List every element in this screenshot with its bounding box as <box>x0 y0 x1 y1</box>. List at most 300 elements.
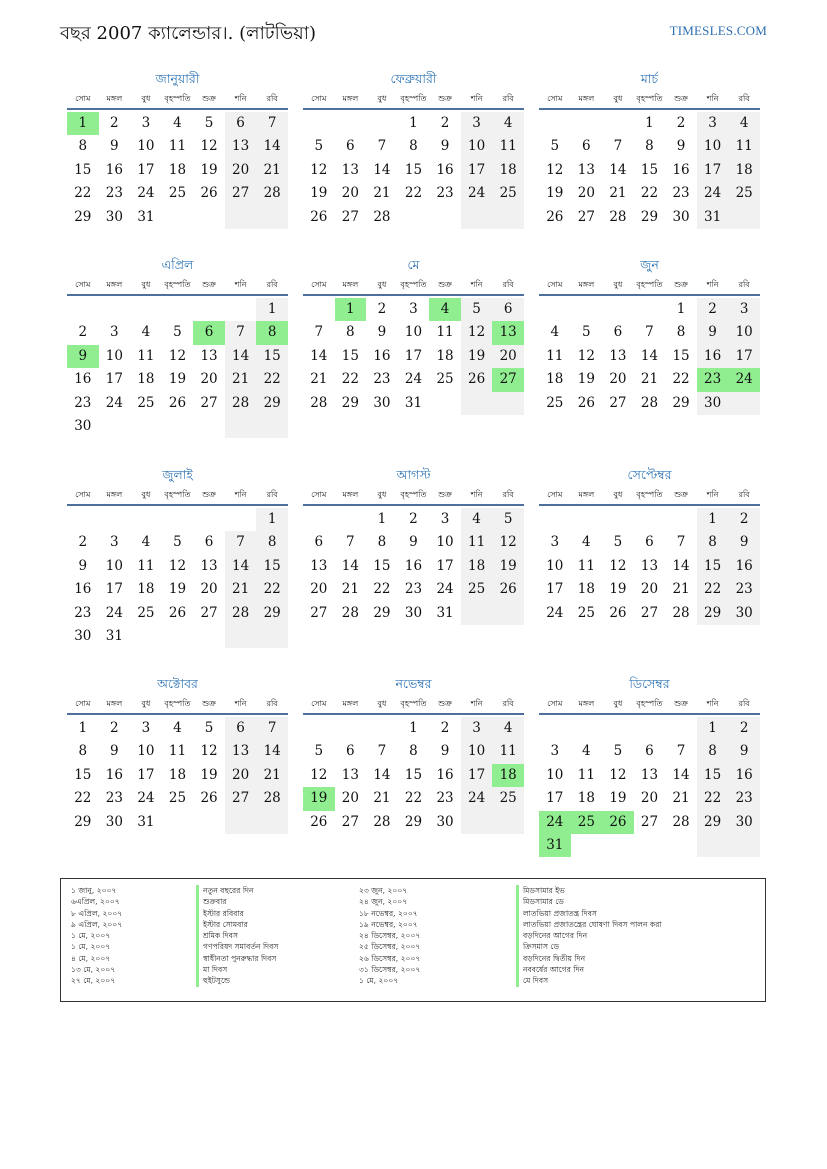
day-cell[interactable]: 19 <box>492 555 524 578</box>
day-cell[interactable]: 16 <box>74 581 92 598</box>
day-cell[interactable]: 20 <box>640 581 659 598</box>
day-cell[interactable]: 25 <box>546 394 564 411</box>
day-cell[interactable]: 18 <box>168 766 187 783</box>
day-cell[interactable]: 3 <box>697 112 729 135</box>
day-cell[interactable]: 8 <box>409 743 418 760</box>
day-cell[interactable]: 27 <box>225 182 257 205</box>
day-cell[interactable]: 25 <box>461 578 493 601</box>
day-cell[interactable]: 14 <box>640 347 659 364</box>
day-cell[interactable]: 3 <box>110 324 119 341</box>
day-cell[interactable]: 17 <box>546 581 564 598</box>
day-cell[interactable]: 13 <box>640 557 659 574</box>
day-cell[interactable]: 18 <box>168 161 187 178</box>
day-cell[interactable]: 8 <box>697 740 729 763</box>
day-cell[interactable]: 7 <box>225 531 257 554</box>
day-cell[interactable]: 30 <box>728 811 760 834</box>
day-cell[interactable]: 29 <box>697 811 729 834</box>
day-cell[interactable]: 21 <box>225 368 257 391</box>
day-cell[interactable]: 17 <box>546 790 564 807</box>
day-cell[interactable]: 4 <box>582 534 591 551</box>
day-cell[interactable]: 20 <box>609 371 627 388</box>
day-cell[interactable]: 14 <box>672 557 690 574</box>
day-cell[interactable]: 8 <box>676 324 686 341</box>
day-cell[interactable]: 2 <box>377 301 387 317</box>
day-cell[interactable]: 10 <box>546 766 564 783</box>
day-cell[interactable]: 31 <box>697 206 729 229</box>
day-cell[interactable]: 6 <box>314 534 324 551</box>
day-cell[interactable]: 24 <box>728 368 760 391</box>
day-cell[interactable]: 15 <box>672 347 690 364</box>
day-cell[interactable]: 18 <box>492 159 524 182</box>
day-cell[interactable]: 1 <box>697 508 729 531</box>
day-cell[interactable]: 3 <box>141 720 151 736</box>
day-cell[interactable]: 12 <box>168 347 187 364</box>
day-cell[interactable]: 3 <box>110 534 119 551</box>
day-cell[interactable]: 23 <box>672 185 690 202</box>
day-cell[interactable]: 5 <box>173 324 182 341</box>
day-cell[interactable]: 16 <box>105 766 123 783</box>
day-cell[interactable]: 1 <box>409 720 418 736</box>
day-cell[interactable]: 26 <box>602 811 634 834</box>
day-cell[interactable]: 31 <box>436 604 454 621</box>
day-cell[interactable]: 11 <box>492 740 524 763</box>
day-cell[interactable]: 9 <box>110 138 119 155</box>
day-cell[interactable]: 27 <box>640 813 659 830</box>
day-cell[interactable]: 6 <box>193 321 225 344</box>
day-cell[interactable]: 19 <box>609 790 627 807</box>
day-cell[interactable]: 6 <box>225 717 257 740</box>
day-cell[interactable]: 24 <box>539 811 571 834</box>
day-cell[interactable]: 31 <box>404 394 423 411</box>
day-cell[interactable]: 1 <box>645 115 654 131</box>
day-cell[interactable]: 17 <box>105 371 123 388</box>
day-cell[interactable]: 10 <box>137 138 155 155</box>
day-cell[interactable]: 9 <box>440 743 450 760</box>
day-cell[interactable]: 25 <box>492 182 524 205</box>
day-cell[interactable]: 11 <box>577 557 595 574</box>
day-cell[interactable]: 17 <box>436 557 454 574</box>
day-cell[interactable]: 5 <box>582 324 591 341</box>
day-cell[interactable]: 7 <box>377 743 387 760</box>
day-cell[interactable]: 23 <box>436 790 454 807</box>
day-cell[interactable]: 17 <box>105 581 123 598</box>
day-cell[interactable]: 21 <box>672 581 690 598</box>
day-cell[interactable]: 1 <box>676 301 686 317</box>
day-cell[interactable]: 26 <box>577 394 595 411</box>
day-cell[interactable]: 2 <box>440 115 450 131</box>
day-cell[interactable]: 9 <box>728 531 760 554</box>
day-cell[interactable]: 7 <box>377 138 387 155</box>
day-cell[interactable]: 20 <box>310 581 328 598</box>
day-cell[interactable]: 6 <box>204 534 214 551</box>
day-cell[interactable]: 21 <box>640 371 659 388</box>
day-cell[interactable]: 2 <box>440 720 450 736</box>
day-cell[interactable]: 26 <box>609 604 627 621</box>
day-cell[interactable]: 25 <box>571 811 603 834</box>
day-cell[interactable]: 24 <box>137 185 155 202</box>
day-cell[interactable]: 9 <box>78 557 88 574</box>
day-cell[interactable]: 15 <box>256 555 288 578</box>
day-cell[interactable]: 5 <box>204 115 214 131</box>
day-cell[interactable]: 20 <box>225 159 257 182</box>
day-cell[interactable]: 4 <box>429 298 461 321</box>
day-cell[interactable]: 30 <box>728 602 760 625</box>
day-cell[interactable]: 27 <box>341 813 359 830</box>
day-cell[interactable]: 17 <box>137 766 155 783</box>
day-cell[interactable]: 27 <box>577 208 595 225</box>
day-cell[interactable]: 15 <box>256 345 288 368</box>
day-cell[interactable]: 6 <box>492 298 524 321</box>
day-cell[interactable]: 22 <box>256 578 288 601</box>
day-cell[interactable]: 23 <box>728 787 760 810</box>
day-cell[interactable]: 11 <box>168 743 187 760</box>
day-cell[interactable]: 26 <box>461 368 493 391</box>
day-cell[interactable]: 14 <box>672 766 690 783</box>
day-cell[interactable]: 29 <box>404 813 423 830</box>
day-cell[interactable]: 9 <box>110 743 119 760</box>
day-cell[interactable]: 24 <box>461 787 493 810</box>
day-cell[interactable]: 22 <box>672 371 690 388</box>
day-cell[interactable]: 28 <box>341 604 359 621</box>
day-cell[interactable]: 6 <box>645 534 654 551</box>
day-cell[interactable]: 18 <box>137 581 155 598</box>
day-cell[interactable]: 22 <box>697 787 729 810</box>
day-cell[interactable]: 4 <box>141 534 151 551</box>
day-cell[interactable]: 17 <box>461 159 493 182</box>
day-cell[interactable]: 14 <box>341 557 359 574</box>
day-cell[interactable]: 18 <box>461 555 493 578</box>
day-cell[interactable]: 14 <box>310 347 328 364</box>
day-cell[interactable]: 2 <box>78 534 88 551</box>
day-cell[interactable]: 1 <box>67 112 99 135</box>
brand-link[interactable]: TIMESLES.COM <box>669 23 767 38</box>
day-cell[interactable]: 9 <box>409 534 418 551</box>
day-cell[interactable]: 13 <box>609 347 627 364</box>
day-cell[interactable]: 12 <box>609 557 627 574</box>
day-cell[interactable]: 25 <box>492 787 524 810</box>
day-cell[interactable]: 2 <box>110 720 119 736</box>
day-cell[interactable]: 27 <box>200 604 218 621</box>
day-cell[interactable]: 21 <box>373 185 391 202</box>
day-cell[interactable]: 1 <box>377 511 387 527</box>
day-cell[interactable]: 20 <box>341 790 359 807</box>
day-cell[interactable]: 18 <box>492 764 524 787</box>
day-cell[interactable]: 23 <box>697 368 729 391</box>
day-cell[interactable]: 6 <box>645 743 654 760</box>
day-cell[interactable]: 1 <box>256 508 288 531</box>
day-cell[interactable]: 21 <box>341 581 359 598</box>
day-cell[interactable]: 21 <box>225 578 257 601</box>
day-cell[interactable]: 30 <box>373 394 391 411</box>
day-cell[interactable]: 11 <box>728 135 760 158</box>
day-cell[interactable]: 30 <box>436 813 454 830</box>
day-cell[interactable]: 12 <box>461 321 493 344</box>
day-cell[interactable]: 27 <box>225 787 257 810</box>
day-cell[interactable]: 28 <box>310 394 328 411</box>
day-cell[interactable]: 9 <box>697 321 729 344</box>
day-cell[interactable]: 28 <box>256 182 288 205</box>
day-cell[interactable]: 30 <box>672 208 690 225</box>
day-cell[interactable]: 20 <box>200 581 218 598</box>
day-cell[interactable]: 4 <box>728 112 760 135</box>
day-cell[interactable]: 8 <box>256 531 288 554</box>
day-cell[interactable]: 19 <box>168 581 187 598</box>
day-cell[interactable]: 17 <box>461 764 493 787</box>
day-cell[interactable]: 16 <box>404 557 423 574</box>
day-cell[interactable]: 22 <box>341 371 359 388</box>
day-cell[interactable]: 9 <box>67 345 99 368</box>
day-cell[interactable]: 5 <box>314 743 324 760</box>
day-cell[interactable]: 13 <box>310 557 328 574</box>
day-cell[interactable]: 30 <box>74 417 92 434</box>
day-cell[interactable]: 27 <box>310 604 328 621</box>
day-cell[interactable]: 7 <box>314 324 324 341</box>
day-cell[interactable]: 15 <box>697 764 729 787</box>
day-cell[interactable]: 11 <box>137 557 155 574</box>
day-cell[interactable]: 10 <box>728 321 760 344</box>
day-cell[interactable]: 23 <box>404 581 423 598</box>
day-cell[interactable]: 11 <box>137 347 155 364</box>
day-cell[interactable]: 12 <box>546 161 564 178</box>
day-cell[interactable]: 7 <box>676 743 686 760</box>
day-cell[interactable]: 2 <box>697 298 729 321</box>
day-cell[interactable]: 6 <box>613 324 623 341</box>
day-cell[interactable]: 15 <box>697 555 729 578</box>
day-cell[interactable]: 18 <box>728 159 760 182</box>
day-cell[interactable]: 20 <box>200 371 218 388</box>
day-cell[interactable]: 2 <box>78 324 88 341</box>
day-cell[interactable]: 13 <box>200 347 218 364</box>
day-cell[interactable]: 17 <box>697 159 729 182</box>
day-cell[interactable]: 4 <box>582 743 591 760</box>
day-cell[interactable]: 25 <box>168 790 187 807</box>
day-cell[interactable]: 20 <box>341 185 359 202</box>
day-cell[interactable]: 5 <box>173 534 182 551</box>
day-cell[interactable]: 18 <box>137 371 155 388</box>
day-cell[interactable]: 8 <box>346 324 355 341</box>
day-cell[interactable]: 22 <box>404 790 423 807</box>
day-cell[interactable]: 3 <box>461 717 493 740</box>
day-cell[interactable]: 14 <box>609 161 627 178</box>
day-cell[interactable]: 14 <box>256 135 288 158</box>
day-cell[interactable]: 15 <box>74 161 92 178</box>
day-cell[interactable]: 12 <box>492 531 524 554</box>
day-cell[interactable]: 30 <box>105 813 123 830</box>
day-cell[interactable]: 26 <box>168 604 187 621</box>
day-cell[interactable]: 14 <box>373 161 391 178</box>
day-cell[interactable]: 12 <box>310 161 328 178</box>
day-cell[interactable]: 10 <box>697 135 729 158</box>
day-cell[interactable]: 4 <box>461 508 493 531</box>
day-cell[interactable]: 8 <box>409 138 418 155</box>
day-cell[interactable]: 28 <box>225 602 257 625</box>
day-cell[interactable]: 3 <box>141 115 151 131</box>
day-cell[interactable]: 16 <box>728 555 760 578</box>
day-cell[interactable]: 19 <box>310 185 328 202</box>
day-cell[interactable]: 28 <box>640 394 659 411</box>
day-cell[interactable]: 1 <box>78 720 88 736</box>
day-cell[interactable]: 5 <box>613 743 623 760</box>
day-cell[interactable]: 11 <box>546 347 564 364</box>
day-cell[interactable]: 23 <box>105 790 123 807</box>
day-cell[interactable]: 8 <box>78 743 88 760</box>
day-cell[interactable]: 29 <box>697 602 729 625</box>
day-cell[interactable]: 5 <box>314 138 324 155</box>
day-cell[interactable]: 29 <box>373 604 391 621</box>
day-cell[interactable]: 29 <box>74 813 92 830</box>
day-cell[interactable]: 16 <box>436 766 454 783</box>
day-cell[interactable]: 7 <box>346 534 355 551</box>
day-cell[interactable]: 15 <box>74 766 92 783</box>
day-cell[interactable]: 29 <box>74 208 92 225</box>
day-cell[interactable]: 4 <box>550 324 560 341</box>
day-cell[interactable]: 25 <box>436 371 454 388</box>
day-cell[interactable]: 10 <box>404 324 423 341</box>
day-cell[interactable]: 17 <box>404 347 423 364</box>
day-cell[interactable]: 9 <box>728 740 760 763</box>
day-cell[interactable]: 7 <box>225 321 257 344</box>
day-cell[interactable]: 16 <box>728 764 760 787</box>
day-cell[interactable]: 5 <box>550 138 560 155</box>
day-cell[interactable]: 13 <box>225 135 257 158</box>
day-cell[interactable]: 6 <box>582 138 591 155</box>
day-cell[interactable]: 28 <box>609 208 627 225</box>
day-cell[interactable]: 17 <box>137 161 155 178</box>
day-cell[interactable]: 23 <box>74 394 92 411</box>
day-cell[interactable]: 22 <box>74 790 92 807</box>
day-cell[interactable]: 19 <box>461 345 493 368</box>
day-cell[interactable]: 3 <box>550 743 560 760</box>
day-cell[interactable]: 8 <box>78 138 88 155</box>
day-cell[interactable]: 19 <box>546 185 564 202</box>
day-cell[interactable]: 25 <box>577 604 595 621</box>
day-cell[interactable]: 9 <box>440 138 450 155</box>
day-cell[interactable]: 21 <box>609 185 627 202</box>
day-cell[interactable]: 13 <box>341 766 359 783</box>
day-cell[interactable]: 28 <box>225 392 257 415</box>
day-cell[interactable]: 14 <box>225 345 257 368</box>
day-cell[interactable]: 29 <box>341 394 359 411</box>
day-cell[interactable]: 12 <box>577 347 595 364</box>
day-cell[interactable]: 6 <box>346 138 355 155</box>
day-cell[interactable]: 11 <box>492 135 524 158</box>
day-cell[interactable]: 11 <box>577 766 595 783</box>
day-cell[interactable]: 19 <box>200 766 218 783</box>
day-cell[interactable]: 7 <box>256 112 288 135</box>
day-cell[interactable]: 15 <box>341 347 359 364</box>
day-cell[interactable]: 17 <box>728 345 760 368</box>
day-cell[interactable]: 22 <box>404 185 423 202</box>
day-cell[interactable]: 15 <box>404 161 423 178</box>
day-cell[interactable]: 26 <box>200 790 218 807</box>
day-cell[interactable]: 5 <box>613 534 623 551</box>
day-cell[interactable]: 29 <box>256 602 288 625</box>
day-cell[interactable]: 16 <box>105 161 123 178</box>
day-cell[interactable]: 3 <box>550 534 560 551</box>
day-cell[interactable]: 1 <box>256 298 288 321</box>
day-cell[interactable]: 27 <box>341 208 359 225</box>
day-cell[interactable]: 10 <box>105 557 123 574</box>
day-cell[interactable]: 26 <box>546 208 564 225</box>
day-cell[interactable]: 31 <box>137 208 155 225</box>
day-cell[interactable]: 24 <box>697 182 729 205</box>
day-cell[interactable]: 1 <box>335 298 367 321</box>
day-cell[interactable]: 15 <box>640 161 659 178</box>
day-cell[interactable]: 21 <box>310 371 328 388</box>
day-cell[interactable]: 20 <box>492 345 524 368</box>
day-cell[interactable]: 18 <box>546 371 564 388</box>
day-cell[interactable]: 13 <box>225 740 257 763</box>
day-cell[interactable]: 4 <box>173 720 182 736</box>
day-cell[interactable]: 10 <box>105 347 123 364</box>
day-cell[interactable]: 15 <box>373 557 391 574</box>
day-cell[interactable]: 3 <box>728 298 760 321</box>
day-cell[interactable]: 4 <box>141 324 151 341</box>
day-cell[interactable]: 3 <box>461 112 493 135</box>
day-cell[interactable]: 13 <box>577 161 595 178</box>
day-cell[interactable]: 26 <box>168 394 187 411</box>
day-cell[interactable]: 7 <box>256 717 288 740</box>
day-cell[interactable]: 24 <box>137 790 155 807</box>
day-cell[interactable]: 22 <box>256 368 288 391</box>
day-cell[interactable]: 16 <box>74 371 92 388</box>
day-cell[interactable]: 9 <box>377 324 387 341</box>
day-cell[interactable]: 8 <box>697 531 729 554</box>
day-cell[interactable]: 19 <box>168 371 187 388</box>
day-cell[interactable]: 22 <box>373 581 391 598</box>
day-cell[interactable]: 2 <box>676 115 686 131</box>
day-cell[interactable]: 26 <box>310 208 328 225</box>
day-cell[interactable]: 28 <box>672 813 690 830</box>
day-cell[interactable]: 2 <box>409 511 418 527</box>
day-cell[interactable]: 9 <box>676 138 686 155</box>
day-cell[interactable]: 24 <box>105 394 123 411</box>
day-cell[interactable]: 5 <box>492 508 524 531</box>
day-cell[interactable]: 8 <box>645 138 654 155</box>
day-cell[interactable]: 18 <box>577 790 595 807</box>
day-cell[interactable]: 23 <box>105 185 123 202</box>
day-cell[interactable]: 21 <box>672 790 690 807</box>
day-cell[interactable]: 31 <box>539 834 571 857</box>
day-cell[interactable]: 27 <box>492 368 524 391</box>
day-cell[interactable]: 4 <box>173 115 182 131</box>
day-cell[interactable]: 30 <box>74 627 92 644</box>
day-cell[interactable]: 13 <box>341 161 359 178</box>
day-cell[interactable]: 28 <box>256 787 288 810</box>
day-cell[interactable]: 10 <box>436 534 454 551</box>
day-cell[interactable]: 13 <box>492 321 524 344</box>
day-cell[interactable]: 19 <box>200 161 218 178</box>
day-cell[interactable]: 6 <box>225 112 257 135</box>
day-cell[interactable]: 10 <box>137 743 155 760</box>
day-cell[interactable]: 11 <box>436 324 454 341</box>
day-cell[interactable]: 18 <box>436 347 454 364</box>
day-cell[interactable]: 29 <box>640 208 659 225</box>
day-cell[interactable]: 25 <box>137 604 155 621</box>
day-cell[interactable]: 2 <box>728 717 760 740</box>
day-cell[interactable]: 29 <box>256 392 288 415</box>
day-cell[interactable]: 29 <box>672 394 690 411</box>
day-cell[interactable]: 27 <box>609 394 627 411</box>
day-cell[interactable]: 21 <box>256 764 288 787</box>
day-cell[interactable]: 16 <box>697 345 729 368</box>
day-cell[interactable]: 12 <box>609 766 627 783</box>
day-cell[interactable]: 12 <box>310 766 328 783</box>
day-cell[interactable]: 4 <box>492 717 524 740</box>
day-cell[interactable]: 4 <box>492 112 524 135</box>
day-cell[interactable]: 30 <box>404 604 423 621</box>
day-cell[interactable]: 24 <box>404 371 423 388</box>
